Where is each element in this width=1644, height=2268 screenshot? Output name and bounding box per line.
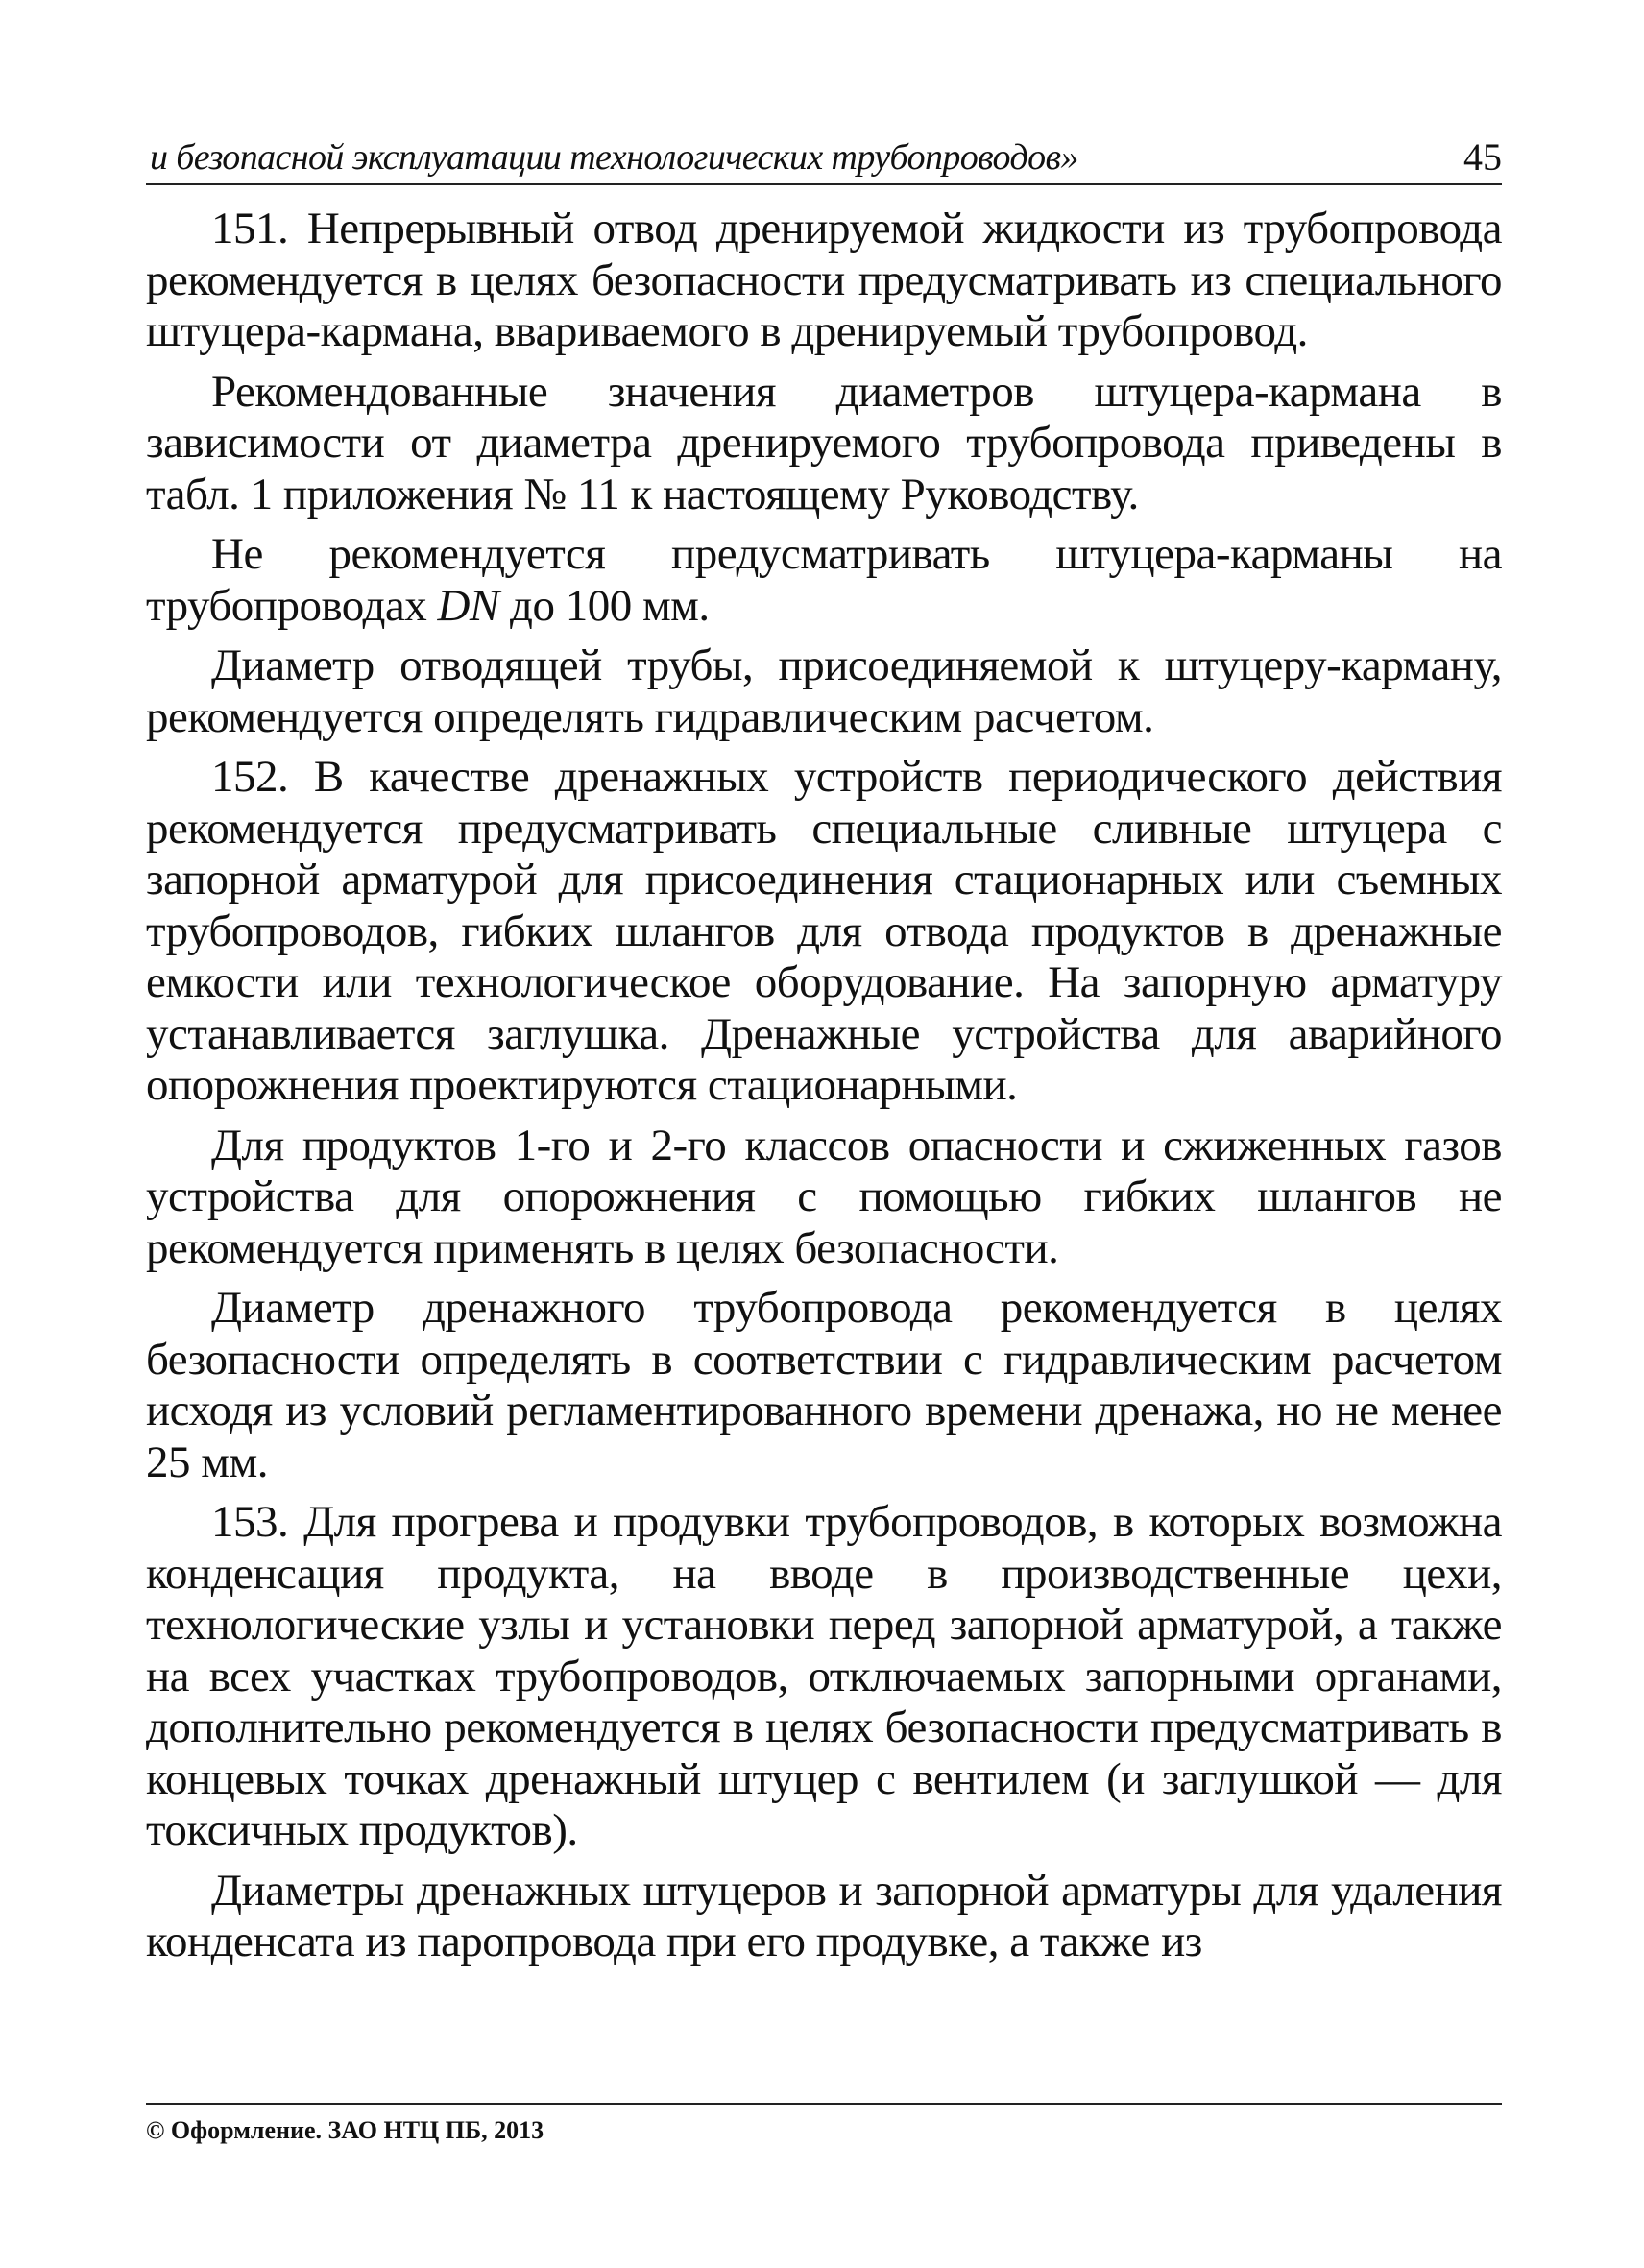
page-number: 45 bbox=[1463, 135, 1502, 179]
paragraph-drain-fittings: Диаметры дренажных штуцеров и запорной арматуры для удаления конденсата из паропровода при его продувке, а также из bbox=[146, 1865, 1502, 1966]
paragraph-153: 153. Для прогрева и продувки трубопроводов, в которых возможна конденсация продукта, на вводе в производственные цехи, технологические узлы и установки перед запорной арматурой, а также на всех участках трубопроводов, отключаемых запорными органами, дополнительно рекомендуется в целях безопасности предусматривать в концевых точках дренажный штуцер с вентилем (и заглушкой — для токсичных продуктов). bbox=[146, 1497, 1502, 1855]
header-divider bbox=[146, 183, 1502, 185]
running-header bbox=[146, 134, 1502, 188]
paragraph-dn-text-before: Не рекомендуется предусматривать штуцера-карманы на трубопроводах bbox=[146, 529, 1502, 631]
body-text bbox=[146, 204, 1502, 1968]
paragraph-152: 152. В качестве дренажных устройств периодического действия рекомендуется предусматривать специальные сливные штуцера с запорной арматурой для присоединения стационарных или съемных трубопроводов, гибких шлангов для отвода продуктов в дренажные емкости или технологическое оборудование. На запорную арматуру устанавливается заглушка. Дренажные устройства для аварийного опорожнения проектируются стационарными. bbox=[146, 752, 1502, 1110]
paragraph-recommended-diameters: Рекомендованные значения диаметров штуцера-кармана в зависимости от диаметра дренируемого трубопровода приведены в табл. 1 приложения № 11 к настоящему Руководству. bbox=[146, 366, 1502, 519]
footer-copyright: © Оформление. ЗАО НТЦ ПБ, 2013 bbox=[146, 2116, 544, 2144]
paragraph-dn-text-after: до 100 мм. bbox=[498, 580, 710, 631]
footer-divider bbox=[146, 2103, 1502, 2105]
dn-symbol: DN bbox=[437, 580, 499, 631]
paragraph-outlet-pipe-diameter: Диаметр отводящей трубы, присоединяемой к штуцеру-карману, рекомендуется определять гидравлическим расчетом. bbox=[146, 640, 1502, 742]
paragraph-hazard-classes: Для продуктов 1-го и 2-го классов опасности и сжиженных газов устройства для опорожнения с помощью гибких шлангов не рекомендуется применять в целях безопасности. bbox=[146, 1120, 1502, 1273]
running-title: и безопасной эксплуатации технологических трубопроводов» bbox=[150, 137, 1078, 178]
paragraph-dn-limit bbox=[146, 529, 1502, 632]
paragraph-drain-pipe-diameter: Диаметр дренажного трубопровода рекомендуется в целях безопасности определять в соответствии с гидравлическим расчетом исходя из условий регламентированного времени дренажа, но не менее 25 мм. bbox=[146, 1283, 1502, 1487]
paragraph-151: 151. Непрерывный отвод дренируемой жидкости из трубопровода рекомендуется в целях безопасности предусматривать из специального штуцера-кармана, ввариваемого в дренируемый трубопровод. bbox=[146, 204, 1502, 356]
